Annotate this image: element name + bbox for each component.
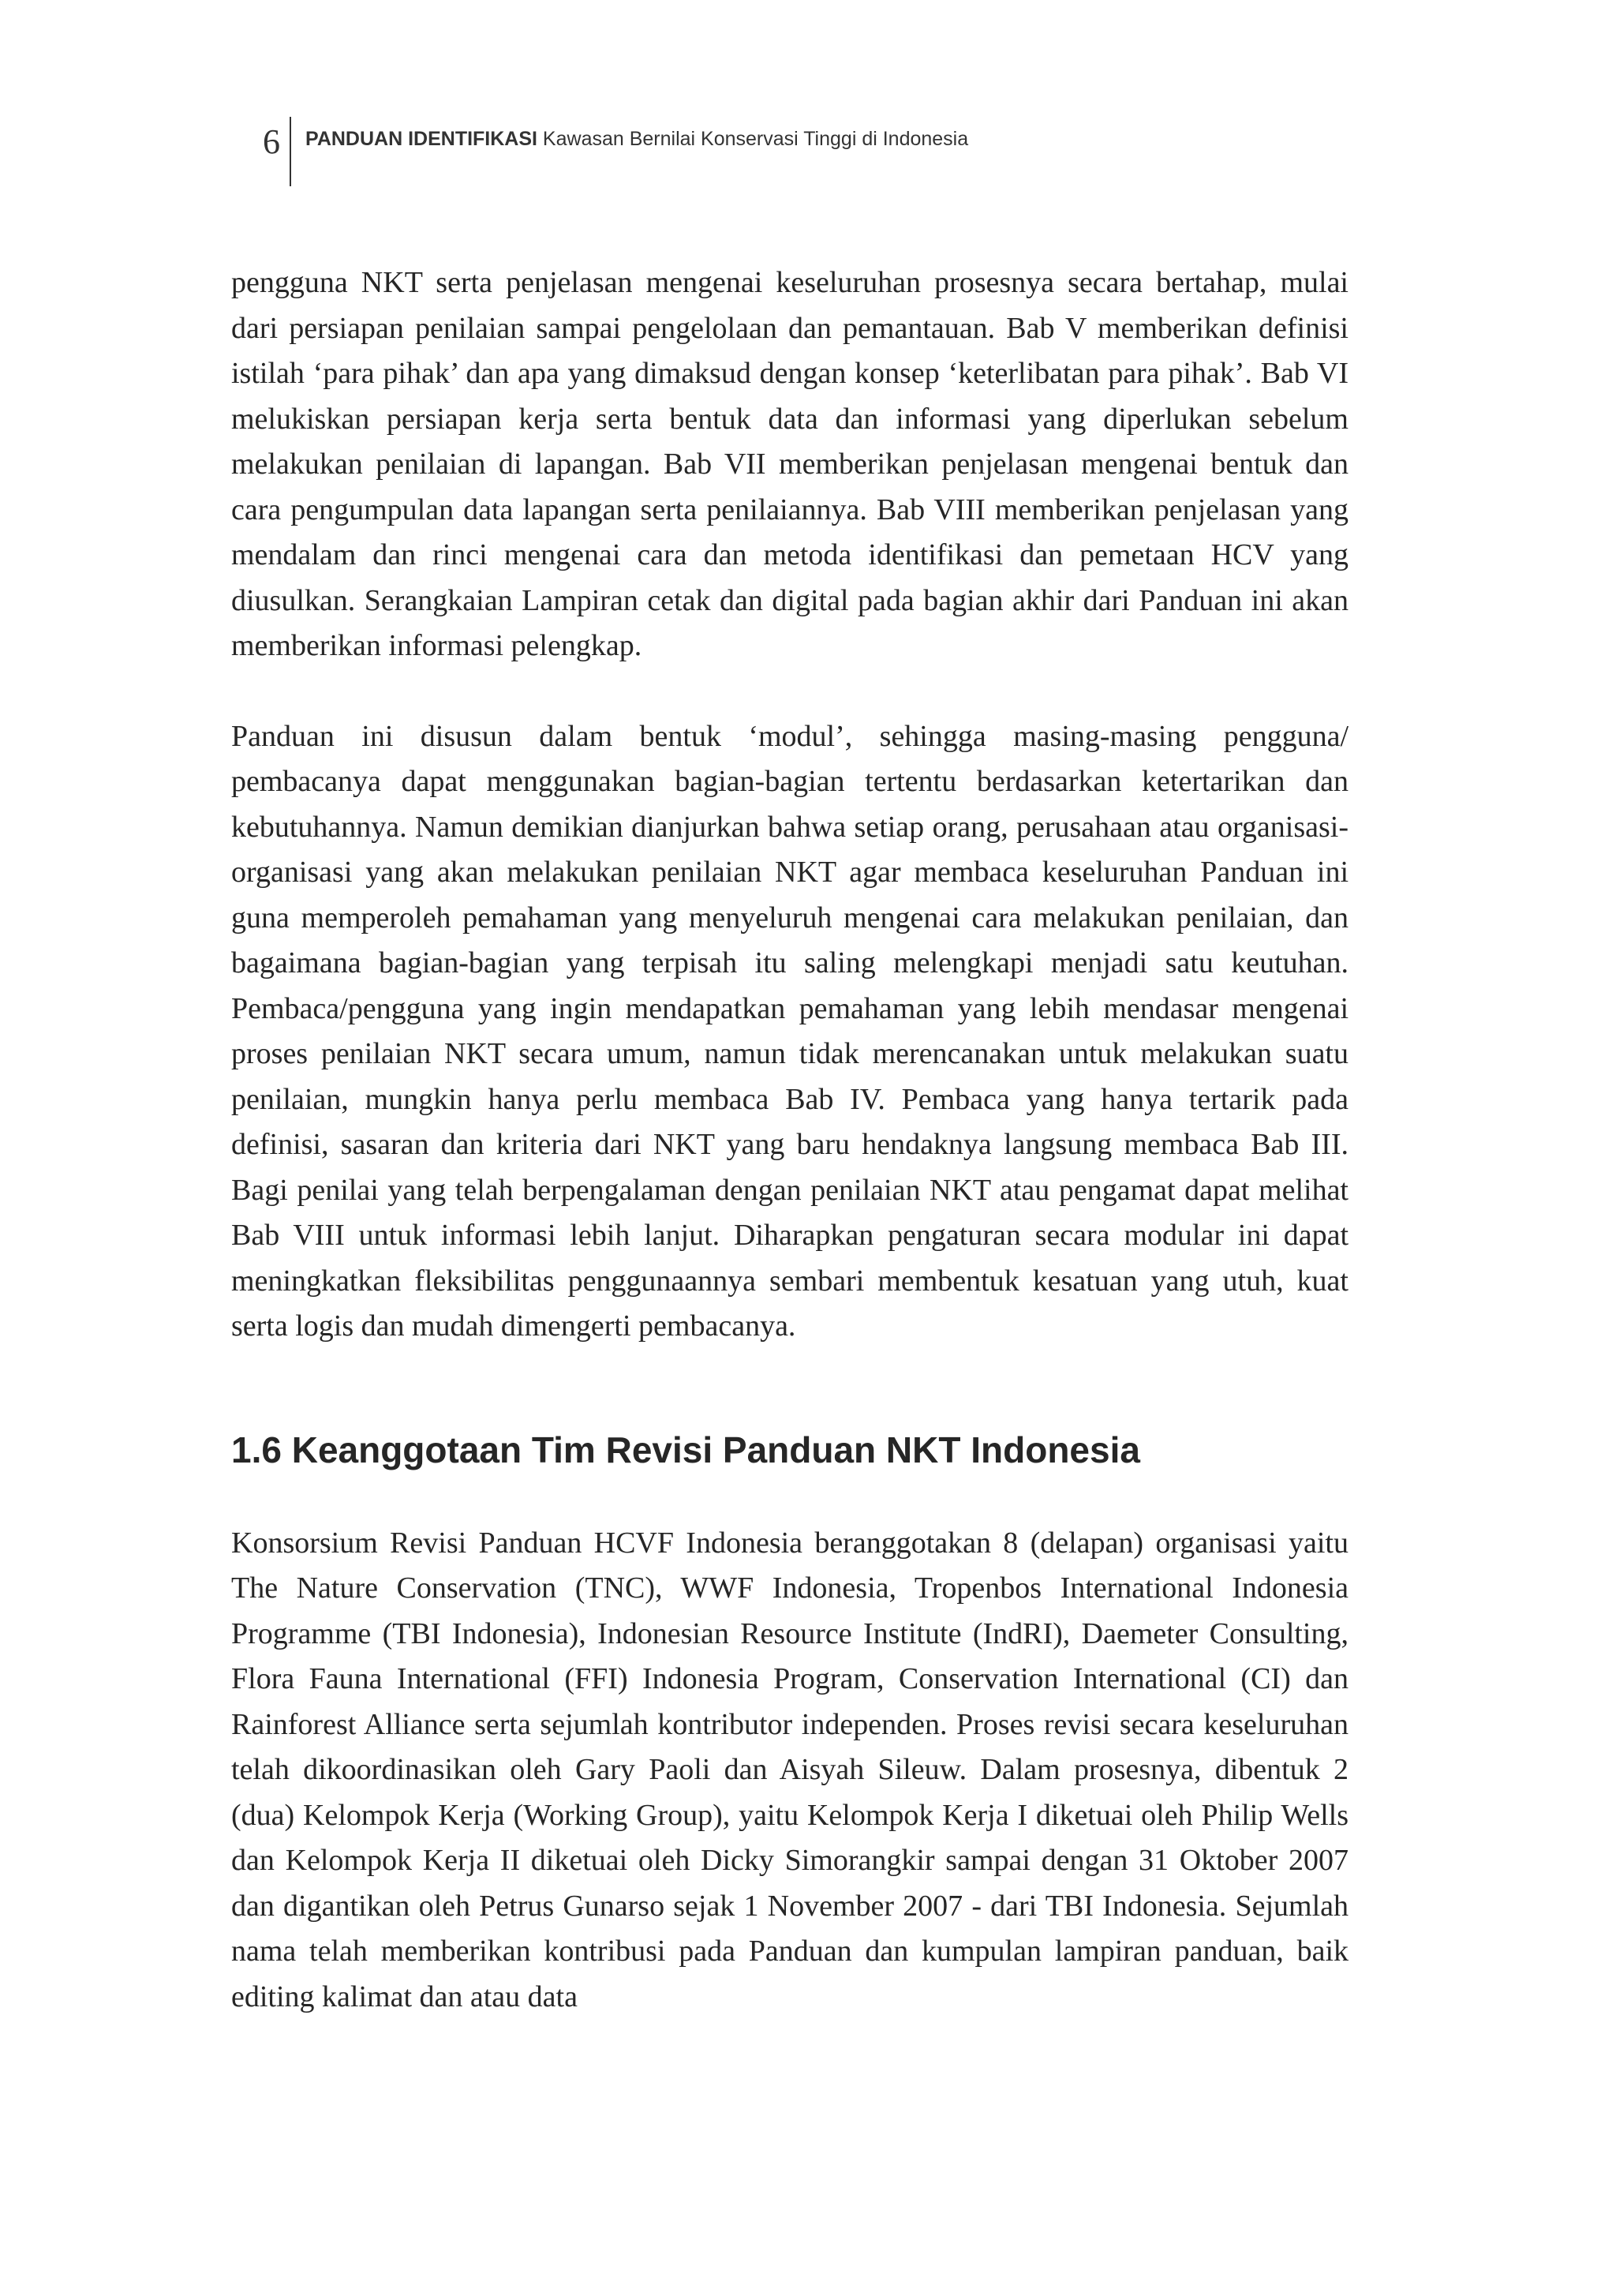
running-title-rest: Kawasan Bernilai Konservasi Tinggi di Indonesia (537, 128, 969, 150)
page-body (231, 260, 1349, 2020)
paragraph-team-members: Konsorsium Revisi Panduan HCVF Indonesia beranggotakan 8 (delapan) organisasi yaitu The Nature Conservation (TNC), WWF Indonesia, Tropenbos International Indonesia Programme (TBI Indonesia), Indonesian Resource Institute (IndRI), Daemeter Consulting, Flora Fauna International (FFI) Indonesia Program, Conservation International (CI) dan Rainforest Alliance serta sejumlah kontributor independen. Proses revisi secara keseluruhan telah dikoordinasikan oleh Gary Paoli dan Aisyah Sileuw. Dalam prosesnya, dibentuk 2 (dua) Kelompok Kerja (Working Group), yaitu Kelompok Kerja I diketuai oleh Philip Wells dan Kelompok Kerja II diketuai oleh Dicky Simorangkir sampai dengan 31 Oktober 2007 dan digantikan oleh Petrus Gunarso sejak 1 November 2007 - dari TBI Indonesia. Sejumlah nama telah memberikan kontribusi pada Panduan dan kumpulan lampiran panduan, baik editing kalimat dan atau data (231, 1526, 1349, 2013)
paragraph-module-usage: Panduan ini disusun dalam bentuk ‘modul’, sehingga masing-masing pengguna/ pembacanya dapat menggunakan bagian-bagian tertentu berdasarkan ketertarikan dan kebutuhannya. Namun demikian dianjurkan bahwa setiap orang, perusahaan atau organisasi-organisasi yang akan melakukan penilaian NKT agar membaca keseluruhan Panduan ini guna memperoleh pemahaman yang menyeluruh mengenai cara melakukan penilaian, dan bagaimana bagian-bagian yang terpisah itu saling melengkapi menjadi satu keutuhan. Pembaca/pengguna yang ingin mendapatkan pemahaman yang lebih mendasar mengenai proses penilaian NKT secara umum, namun tidak merencanakan untuk melakukan suatu penilaian, mungkin hanya perlu membaca Bab IV. Pembaca yang hanya tertarik pada definisi, sasaran dan kriteria dari NKT yang baru hendaknya langsung membaca Bab III. Bagi penilai yang telah berpengalaman dengan penilaian NKT atau pengamat dapat melihat Bab VIII untuk informasi lebih lanjut. Diharapkan pengaturan secara modular ini dapat meningkatkan fleksibilitas penggunaannya sembari membentuk kesatuan yang utuh, kuat serta logis dan mudah dimengerti pembacanya. (231, 719, 1349, 1343)
header-divider (290, 117, 291, 186)
running-title (305, 128, 968, 151)
page-number: 6 (263, 122, 280, 161)
running-title-bold: PANDUAN IDENTIFIKASI (305, 128, 537, 150)
paragraph-chapter-overview: pengguna NKT serta penjelasan mengenai keseluruhan prosesnya secara bertahap, mulai dari persiapan penilaian sampai pengelolaan dan pemantauan. Bab V memberikan definisi istilah ‘para pihak’ dan apa yang dimaksud dengan konsep ‘keterlibatan para pihak’. Bab VI melukiskan persiapan kerja serta bentuk data dan informasi yang diperlukan sebelum melakukan penilaian di lapangan. Bab VII memberikan penjelasan mengenai bentuk dan cara pengumpulan data lapangan serta penilaiannya. Bab VIII memberikan penjelasan yang mendalam dan rinci mengenai cara dan metoda identifikasi dan pemetaan HCV yang diusulkan. Serangkaian Lampiran cetak dan digital pada bagian akhir dari Panduan ini akan memberikan informasi pelengkap. (231, 266, 1349, 662)
section-heading: 1.6 Keanggotaan Tim Revisi Panduan NKT Indonesia (231, 1429, 1140, 1470)
running-header (233, 117, 968, 186)
